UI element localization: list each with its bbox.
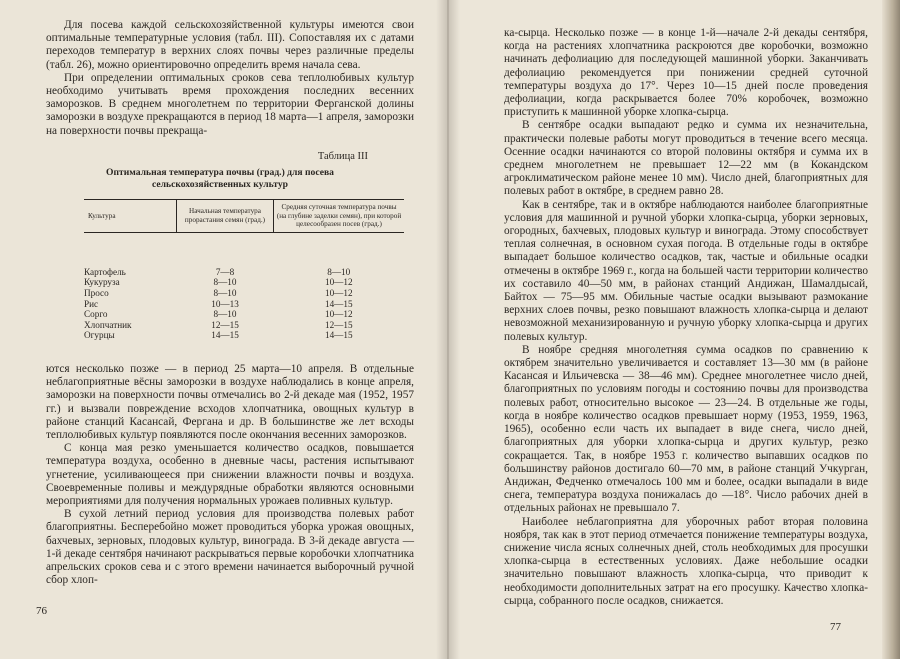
table-row bbox=[84, 232, 404, 277]
page-number-right: 77 bbox=[830, 621, 841, 633]
page-edge bbox=[882, 0, 900, 659]
paragraph: Для посева каждой сельскохозяйственной культуры имеются свои оптимальные температурные условия (табл. III). Сопоставляя их с датами переходов температур в верхних слоях почвы через различные пределы (табл. 26), можно ориентировочно определить время начала сева. bbox=[46, 19, 414, 71]
table-row bbox=[84, 309, 404, 320]
left-page-text bbox=[46, 19, 414, 587]
cell-sowing: 14—15 bbox=[324, 330, 353, 341]
paragraph: При определении оптимальных сроков сева теплолюбивых культур необходимо учитывать время прохождения последних весенних заморозков. В среднем многолетнем по территории Ферганской долины заморозки в воздухе прекращаются в период 18 марта—1 апреля, заморозки на поверхности почвы прекраща- bbox=[46, 71, 414, 137]
cell-germination: 8—10 bbox=[213, 288, 237, 298]
temperature-table bbox=[84, 199, 404, 341]
paragraph: ка-сырца. Несколько позже — в конце 1-й—начале 2-й декады сентября, когда на растениях хлопчатника раскроются две коробочки, возможно начинать дефолиацию для последующей машинной уборки. Заканчивать дефолиацию рекомендуется при понижении средней суточной температуры воздуха до 17°. Через 10—15 дней после проведения дефолиации, когда раскрывается более 70% коробочек, возможно приступить к машинной уборке хлопка-сырца. bbox=[504, 27, 868, 119]
paragraph: Как в сентябре, так и в октябре наблюдаются наиболее благоприятные условия для машинной и ручной уборки хлопка-сырца, уборки зерновых, огородных, бахчевых, плодовых культур и винограда. Этому способствует теплая солнечная, в основном сухая погода. В отдельные годы в октябре выпадает большое количество осадков, так, частые и обильные осадки отмечены в октябре 1969 г., когда на большей части территории количество их составило 40—50 мм, в районах станций Андижан, Шамалдысай, Байтох — 75—95 мм. Обильные частые осадки вызывают размокание верхних слоев почвы, резко повышают влажность хлопка-сырца и делают невозможной механизированную и ручную уборку хлопка-сырца и других полевых культур. bbox=[504, 198, 868, 343]
table-row bbox=[84, 288, 404, 299]
cell-culture: Хлопчатник bbox=[84, 319, 132, 330]
cell-sowing: 10—12 bbox=[324, 288, 353, 298]
table-title: Оптимальная температура почвы (град.) для посева сельскохозяйственных культур bbox=[106, 167, 334, 191]
table-row bbox=[84, 277, 404, 288]
paragraph: В сухой летний период условия для производства полевых работ благоприятны. Бесперебойно может проводиться уборка урожая овощных, бахчевых, зерновых, плодовых культур, винограда. В 3-й декаде августа — 1-й декаде сентября начинают раскрываться первые коробочки хлопчатника апрельских сроков сева и с этого времени начинается выборочный ручной сбор хлоп- bbox=[46, 508, 414, 587]
temperature-table-block bbox=[46, 150, 414, 341]
table-row bbox=[84, 320, 404, 331]
right-page-text bbox=[504, 27, 868, 608]
paragraph: С конца мая резко уменьшается количество осадков, повышается температура воздуха, особенно в дневные часы, растения испытывают угнетение, усиливающееся при снижении влажности почвы и воздуха. Своевременные поливы и междурядные обработки являются основными мероприятиями для получения нормальных урожаев поливных культур. bbox=[46, 442, 414, 507]
cell-culture: Просо bbox=[84, 288, 109, 298]
cell-germination: 12—15 bbox=[211, 319, 239, 330]
header-sowing-temp: Средняя суточная температура почвы (на глубине заделки семян), при которой целесообразен посев (град.) bbox=[274, 200, 405, 233]
cell-sowing: 14—15 bbox=[324, 298, 353, 309]
cell-culture: Картофель bbox=[84, 266, 126, 277]
header-germination-temp: Начальная температура прорастания семян (град.) bbox=[177, 200, 274, 233]
cell-sowing: 8—10 bbox=[327, 266, 351, 277]
cell-sowing: 10—12 bbox=[324, 309, 353, 320]
header-culture: Культура bbox=[84, 200, 177, 233]
page-number-left: 76 bbox=[36, 605, 47, 617]
cell-germination: 14—15 bbox=[211, 330, 239, 341]
table-row bbox=[84, 299, 404, 310]
book-gutter bbox=[436, 0, 460, 659]
cell-germination: 8—10 bbox=[213, 309, 237, 320]
paragraph: В ноябре средняя многолетняя сумма осадков по сравнению к октябрем значительно увеличивается и составляет 13—30 мм (в районе Касансая и Ильичевска — 38—46 мм). Среднее многолетнее число дней, благоприятных по условиям погоды и состоянию почвы для производства полевых работ, относительно высокое — 23—24. В отдельные же годы, когда в ноябре количество осадков превышает норму (1953, 1959, 1963, 1965), особенно если часть их выпадает в виде снега, число дней, благоприятных для уборки хлопка-сырца и других культур, резко сокращается. Так, в ноябре 1953 г. количество выпавших осадков по большинству районов достигало 60—70 мм, в районе станций Учкурган, Андижан, Федченко отмечалось 100 мм и более, осадки выпадали в виде снега, температура воздуха понижалась до —18°. Число рабочих дней в отдельных районах не превышало 7. bbox=[504, 343, 868, 515]
cell-germination: 7—8 bbox=[215, 266, 235, 277]
cell-culture: Кукуруза bbox=[84, 277, 120, 288]
cell-sowing: 12—15 bbox=[324, 319, 353, 330]
paragraph: ются несколько позже — в период 25 марта—10 апреля. В отдельные неблагоприятные вёсны заморозки в воздухе наблюдались в конце апреля, заморозки на поверхности почвы отмечались во 2-й декаде мая (1952, 1957 гг.) и вызвали повреждение всходов хлопчатника, овощных культур в районе станций Касансай, Фергана и др. В большинстве же лет всходы теплолюбивых культур появляются после окончания весенних заморозков. bbox=[46, 362, 414, 441]
left-page bbox=[0, 0, 448, 659]
cell-germination: 8—10 bbox=[213, 277, 237, 288]
table-row bbox=[84, 330, 404, 341]
cell-germination: 10—13 bbox=[211, 298, 239, 309]
cell-culture: Огурцы bbox=[84, 330, 115, 341]
paragraph: В сентябре осадки выпадают редко и сумма их незначительна, практически полевые работы могут проводиться в течение всего месяца. Осенние осадки начинаются со второй половины октября и сумма их в среднем многолетнем не превышает 12—22 мм (в Кокандском агроклиматическом районе менее 10 мм). Число дней, благоприятных для полевых работ в октябре, в среднем равно 28. bbox=[504, 119, 868, 198]
right-page bbox=[448, 0, 900, 659]
paragraph: Наиболее неблагоприятна для уборочных работ вторая половина ноября, так как в этот период отмечается понижение температуры воздуха, снижение числа ясных солнечных дней, столь необходимых для просушки хлопка-сырца в естественных условиях. Даже небольшие осадки значительно повышают влажность хлопка-сырца, что приводит к необходимости дополнительных затрат на его просушку. Качество хлопка-сырца, собранного после осадков, снижается. bbox=[504, 515, 868, 607]
cell-culture: Рис bbox=[84, 298, 99, 309]
cell-culture: Сорго bbox=[84, 309, 108, 320]
table-label: Таблица III bbox=[317, 150, 368, 162]
cell-sowing: 10—12 bbox=[324, 277, 353, 288]
